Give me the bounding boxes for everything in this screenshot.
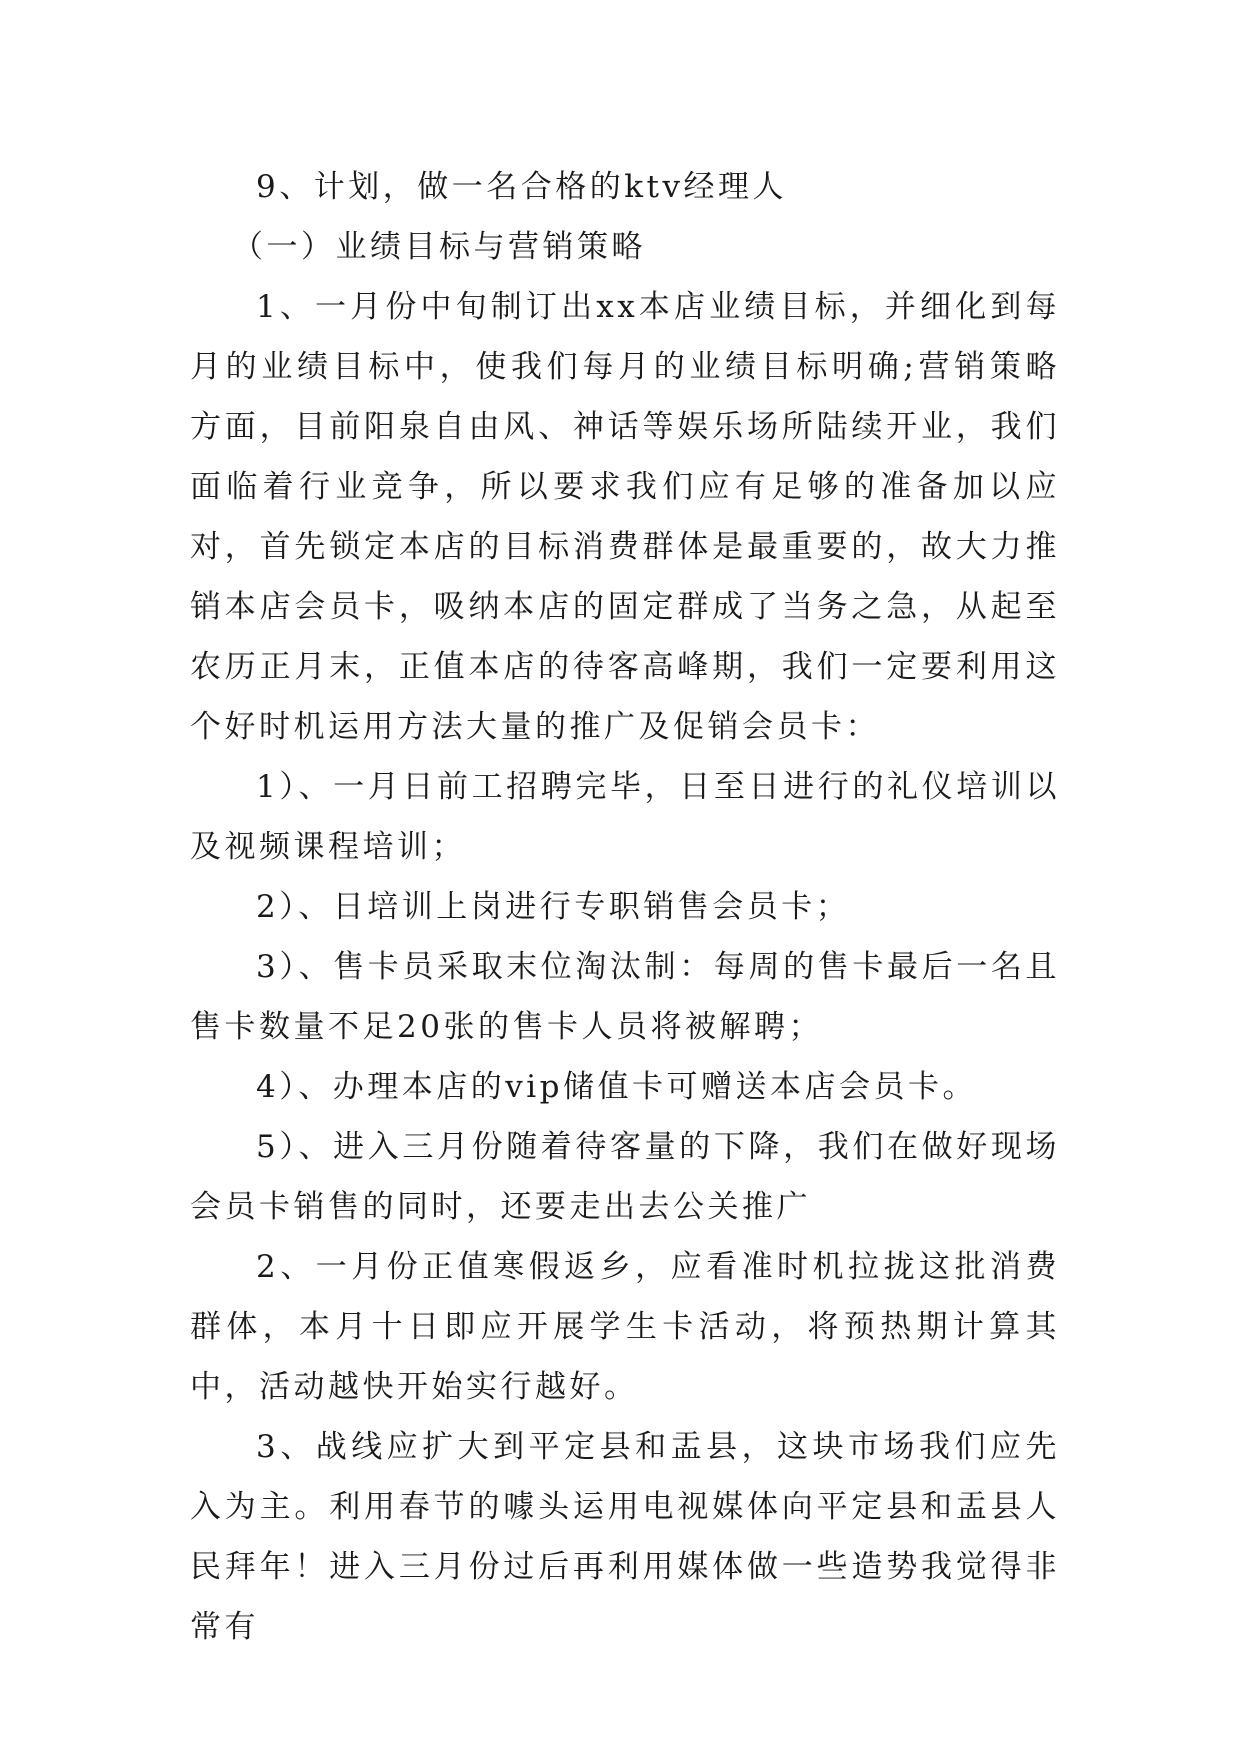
paragraph-item-2: 2、一月份正值寒假返乡，应看准时机拉拢这批消费群体，本月十日即应开展学生卡活动，将预热期计算其中，活动越快开始实行越好。 bbox=[190, 1249, 1060, 1405]
paragraph-item-3: 3、战线应扩大到平定县和盂县，这块市场我们应先入为主。利用春节的噱头运用电视媒体向平定县和盂县人民拜年！进入三月份过后再利用媒体做一些造势我觉得非常有 bbox=[190, 1429, 1060, 1645]
paragraph-subitem-3: 3）、售卡员采取末位淘汰制：每周的售卡最后一名且售卡数量不足20张的售卡人员将被解聘； bbox=[190, 949, 1060, 1045]
section-heading-performance-marketing: （一）业绩目标与营销策略 bbox=[232, 229, 646, 265]
paragraph-subitem-1: 1）、一月日前工招聘完毕，日至日进行的礼仪培训以及视频课程培训； bbox=[190, 769, 1060, 865]
paragraph-plan-title: 9、计划，做一名合格的ktv经理人 bbox=[256, 169, 787, 205]
paragraph-item-1: 1、一月份中旬制订出xx本店业绩目标，并细化到每月的业绩目标中，使我们每月的业绩目标明确;营销策略方面，目前阳泉自由风、神话等娱乐场所陆续开业，我们面临着行业竞争，所以要求我们应有足够的准备加以应对，首先锁定本店的目标消费群体是最重要的，故大力推销本店会员卡，吸纳本店的固定群成了当务之急，从起至农历正月末，正值本店的待客高峰期，我们一定要利用这个好时机运用方法大量的推广及促销会员卡： bbox=[190, 289, 1060, 745]
document-body bbox=[190, 157, 1060, 1657]
paragraph-subitem-4: 4）、办理本店的vip储值卡可赠送本店会员卡。 bbox=[256, 1069, 977, 1105]
paragraph-subitem-5: 5）、进入三月份随着待客量的下降，我们在做好现场会员卡销售的同时，还要走出去公关推广 bbox=[190, 1129, 1060, 1225]
paragraph-subitem-2: 2）、日培训上岗进行专职销售会员卡； bbox=[256, 889, 851, 925]
